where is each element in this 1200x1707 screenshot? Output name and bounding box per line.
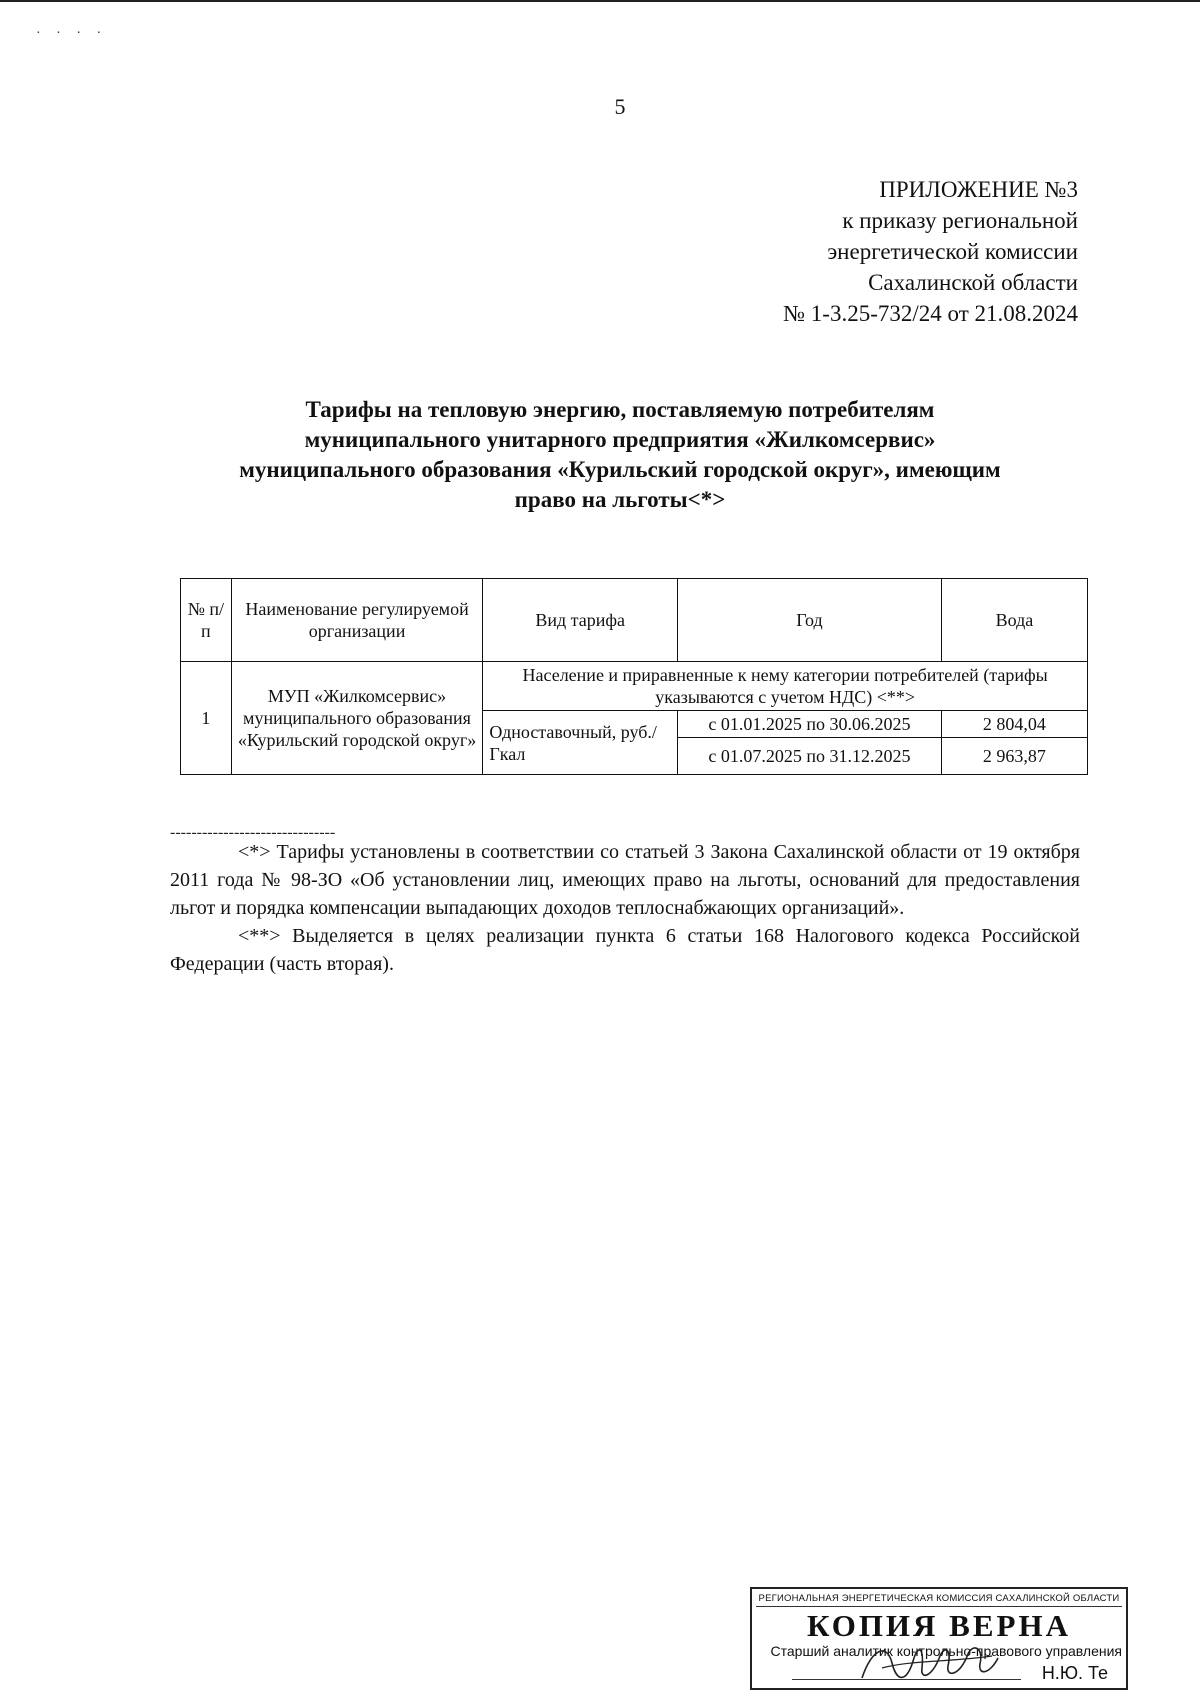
- cell-tariff-type: Одноставочный, руб./Гкал: [483, 711, 678, 775]
- table-header-row: [181, 579, 1088, 662]
- cell-num: 1: [181, 662, 232, 775]
- cell-organization: МУП «Жилкомсервис» муниципального образования «Курильский городской округ»: [231, 662, 483, 775]
- footnote-2: <**> Выделяется в целях реализации пункта 6 статьи 168 Налогового кодекса Российской Федерации (часть вторая).: [170, 925, 1080, 975]
- cell-consumer-category: Население и приравненные к нему категории потребителей (тарифы указываются с учетом НДС) <**>: [483, 662, 1088, 711]
- appendix-block: [783, 174, 1078, 329]
- title-line: муниципального унитарного предприятия «Жилкомсервис»: [304, 427, 936, 452]
- header-tariff-type: Вид тарифа: [483, 579, 678, 662]
- scan-artifact: · · · ·: [36, 26, 108, 41]
- signature-icon: [852, 1638, 1002, 1686]
- header-num: № п/п: [181, 579, 232, 662]
- cell-water-value: 2 804,04: [941, 711, 1087, 738]
- appendix-line: Сахалинской области: [868, 270, 1078, 295]
- footnote-separator: -------------------------------: [170, 824, 336, 841]
- appendix-line: энергетической комиссии: [827, 239, 1078, 264]
- title-line: Тарифы на тепловую энергию, поставляемую потребителям: [305, 397, 935, 422]
- title-line: право на льготы<*>: [514, 487, 726, 512]
- cell-period: с 01.01.2025 по 30.06.2025: [678, 711, 942, 738]
- header-water: Вода: [941, 579, 1087, 662]
- footnotes: [170, 838, 1080, 978]
- cell-period: с 01.07.2025 по 31.12.2025: [678, 738, 942, 775]
- table-row: [181, 662, 1088, 711]
- page-top-edge: [0, 0, 1200, 2]
- certified-copy-stamp: [750, 1587, 1128, 1690]
- header-organization: Наименование регулируемой организации: [231, 579, 483, 662]
- cell-water-value: 2 963,87: [941, 738, 1087, 775]
- appendix-line: ПРИЛОЖЕНИЕ №3: [879, 177, 1078, 202]
- document-title: [160, 395, 1080, 515]
- tariff-table: [180, 578, 1088, 775]
- page-number: 5: [614, 94, 626, 119]
- stamp-signer-name: Н.Ю. Те: [1041, 1663, 1108, 1683]
- title-line: муниципального образования «Курильский городской округ», имеющим: [239, 457, 1001, 482]
- appendix-order-number: № 1-3.25-732/24 от 21.08.2024: [783, 301, 1078, 326]
- stamp-organization: РЕГИОНАЛЬНАЯ ЭНЕРГЕТИЧЕСКАЯ КОМИССИЯ САХАЛИНСКОЙ ОБЛАСТИ: [756, 1593, 1122, 1607]
- stamp-main-text: КОПИЯ ВЕРНА: [807, 1608, 1071, 1643]
- stamp-position: Старший аналитик контрольно-правового управления: [770, 1643, 1122, 1659]
- appendix-line: к приказу региональной: [842, 208, 1078, 233]
- footnote-1: <*> Тарифы установлены в соответствии со статьей 3 Закона Сахалинской области от 19 октября 2011 года № 98-ЗО «Об установлении лиц, имеющих право на льготы, оснований для предоставления льгот и порядка компенсации выпадающих доходов теплоснабжающих организаций».: [170, 841, 1080, 919]
- header-year: Год: [678, 579, 942, 662]
